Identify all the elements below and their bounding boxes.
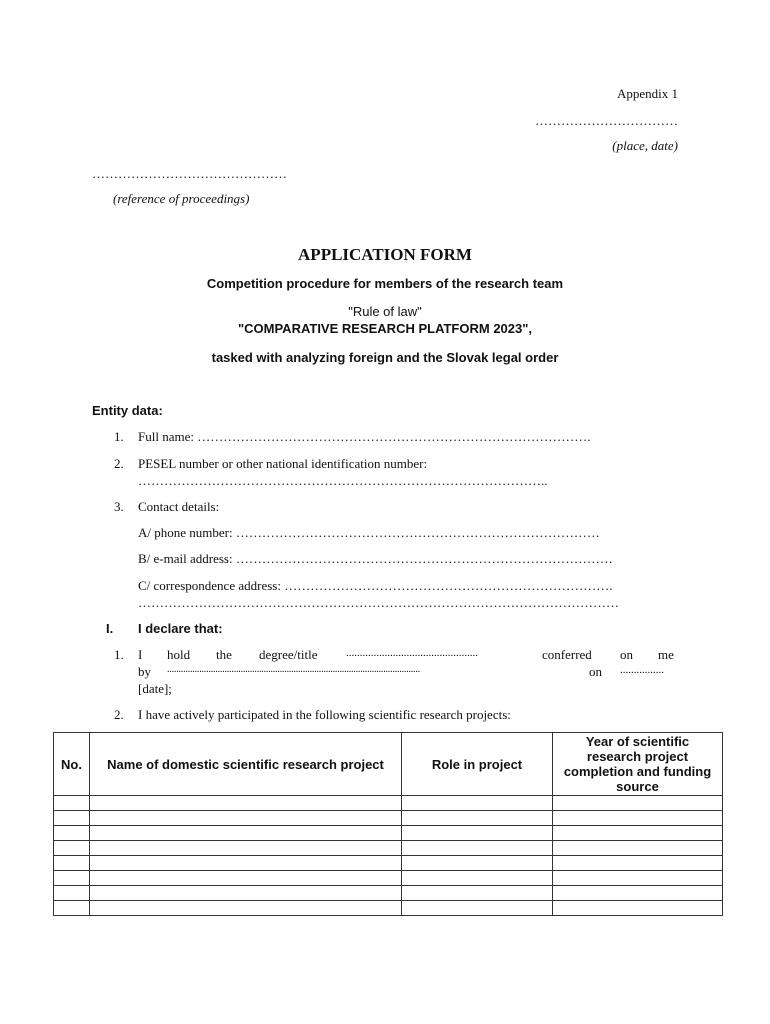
- table-cell[interactable]: [553, 811, 723, 826]
- table-cell[interactable]: [54, 796, 90, 811]
- pesel-field: …………………………………………………………………………………..: [138, 473, 548, 488]
- entity-data-heading: Entity data:: [92, 403, 163, 418]
- declaration-word: degree/title: [259, 647, 318, 662]
- reference-label: (reference of proceedings): [113, 191, 250, 206]
- table-cell[interactable]: [54, 901, 90, 916]
- table-row: [54, 796, 723, 811]
- table-cell[interactable]: [90, 871, 402, 886]
- declaration-item-number: 1.: [114, 647, 124, 662]
- table-cell[interactable]: [54, 886, 90, 901]
- date-dots: ................: [620, 664, 664, 676]
- table-cell[interactable]: [54, 826, 90, 841]
- table-cell[interactable]: [54, 871, 90, 886]
- research-projects-table: [53, 732, 723, 916]
- place-date-dots: ……………………………: [535, 113, 678, 128]
- reference-dots: ………………………………………: [92, 166, 287, 181]
- table-cell[interactable]: [402, 811, 553, 826]
- declaration-heading: I declare that:: [138, 621, 223, 636]
- email-field: B/ e-mail address: ……………………………………………………………………………: [138, 551, 613, 566]
- declaration-word: on: [589, 664, 602, 679]
- declaration-roman: I.: [106, 621, 114, 636]
- table-row: [54, 871, 723, 886]
- contact-details-label: Contact details:: [138, 499, 220, 514]
- table-cell[interactable]: [90, 796, 402, 811]
- entity-item-number: 2.: [114, 456, 124, 471]
- correspondence-address-field-2: …………………………………………………………………………………………………: [138, 595, 619, 610]
- form-title: APPLICATION FORM: [298, 245, 472, 264]
- entity-item-number: 3.: [114, 499, 124, 514]
- table-cell[interactable]: [553, 796, 723, 811]
- col-header-role: Role in project: [402, 733, 553, 796]
- declaration-word: the: [216, 647, 232, 662]
- table-cell[interactable]: [402, 796, 553, 811]
- table-row: [54, 856, 723, 871]
- table-cell[interactable]: [90, 841, 402, 856]
- correspondence-address-field: C/ correspondence address: ………………………………………………………………….: [138, 578, 613, 593]
- col-header-project-name: Name of domestic scientific research project: [90, 733, 402, 796]
- conferred-by-dots: ..............................................................................................................: [167, 664, 421, 675]
- declaration-word: conferred: [542, 647, 592, 662]
- table-cell[interactable]: [90, 856, 402, 871]
- phone-field: A/ phone number: …………………………………………………………………………: [138, 525, 600, 540]
- col-header-no: No.: [54, 733, 90, 796]
- degree-title-dots: ................................................: [346, 647, 478, 659]
- table-cell[interactable]: [90, 811, 402, 826]
- entity-item-number: 1.: [114, 429, 124, 444]
- declaration-word: I: [138, 647, 143, 662]
- table-cell[interactable]: [402, 901, 553, 916]
- table-cell[interactable]: [553, 871, 723, 886]
- declaration-word: me: [658, 647, 674, 662]
- col-header-year-funding: Year of scientific research project completion and funding source: [553, 733, 723, 796]
- task-line: tasked with analyzing foreign and the Slovak legal order: [211, 350, 559, 365]
- table-row: [54, 841, 723, 856]
- table-cell[interactable]: [54, 856, 90, 871]
- declaration-word: on: [620, 647, 633, 662]
- declaration-word: hold: [167, 647, 191, 662]
- table-cell[interactable]: [402, 841, 553, 856]
- table-cell[interactable]: [402, 886, 553, 901]
- table-cell[interactable]: [553, 886, 723, 901]
- appendix-label: Appendix 1: [616, 86, 678, 101]
- table-row: [54, 811, 723, 826]
- table-cell[interactable]: [553, 856, 723, 871]
- table-cell[interactable]: [402, 871, 553, 886]
- date-placeholder: [date];: [138, 681, 172, 696]
- projects-intro: I have actively participated in the following scientific research projects:: [138, 707, 511, 722]
- table-cell[interactable]: [54, 811, 90, 826]
- declaration-word: by: [138, 664, 151, 679]
- table-row: [54, 826, 723, 841]
- rule-of-law-line: "Rule of law": [348, 304, 422, 319]
- platform-line: "COMPARATIVE RESEARCH PLATFORM 2023",: [237, 321, 533, 336]
- pesel-label: PESEL number or other national identification number:: [138, 456, 428, 471]
- table-row: [54, 886, 723, 901]
- form-subtitle: Competition procedure for members of the research team: [206, 276, 564, 291]
- table-row: [54, 901, 723, 916]
- table-cell[interactable]: [54, 841, 90, 856]
- table-cell[interactable]: [402, 826, 553, 841]
- table-cell[interactable]: [553, 826, 723, 841]
- table-header-row: [54, 733, 723, 796]
- table-cell[interactable]: [90, 901, 402, 916]
- place-date-label: (place, date): [612, 138, 678, 153]
- table-cell[interactable]: [402, 856, 553, 871]
- table-cell[interactable]: [553, 841, 723, 856]
- table-cell[interactable]: [90, 826, 402, 841]
- table-cell[interactable]: [553, 901, 723, 916]
- table-cell[interactable]: [90, 886, 402, 901]
- full-name-field: Full name: ……………………………………………………………………………….: [138, 429, 591, 444]
- declaration-item-number: 2.: [114, 707, 124, 722]
